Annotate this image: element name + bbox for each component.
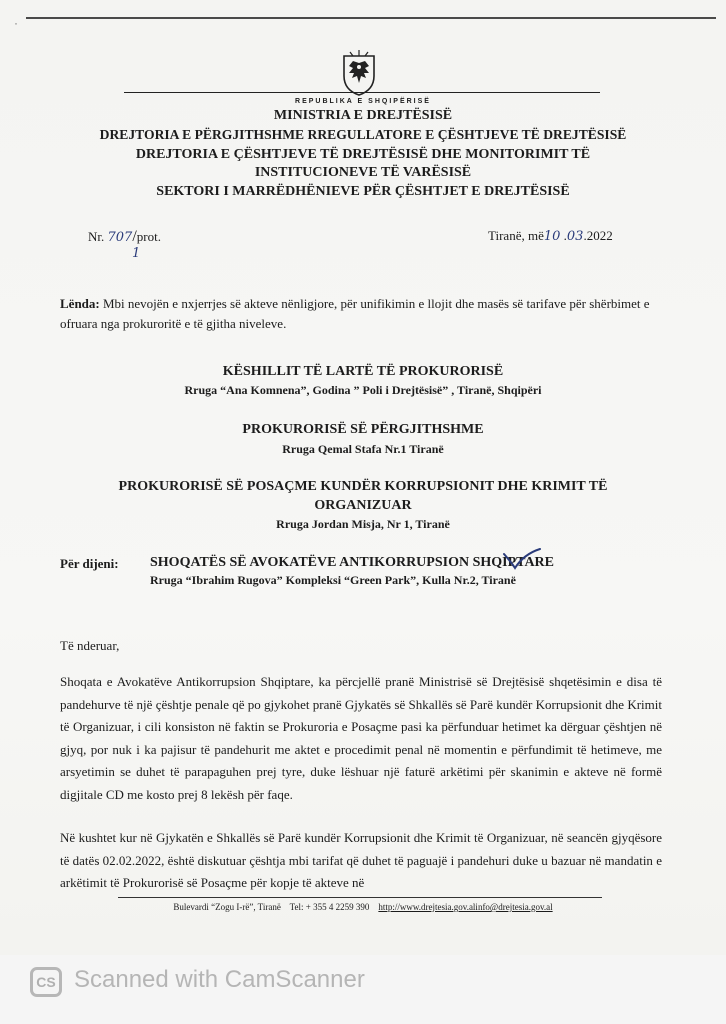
- date-month: 03: [566, 229, 584, 244]
- body-paragraph-2: Në kushtet kur në Gjykatën e Shkallës së Parë kundër Korrupsionit dhe Krimit të Organizuar, në seancën gjyqësore të datës 02.02.2022, është diskutuar çështja mbi tarifat që duhet të paguajë i pandehuri duke u bazuar në mandatin e arkëtimit të Prokurorisë së Posaçme për kopje të akteve në: [60, 830, 662, 890]
- footer-phone: Tel: + 355 4 2259 390: [289, 902, 370, 912]
- place-prefix: Tiranë, më: [488, 228, 544, 243]
- recipient-3-name-line1: PROKURORISË SË POSAÇME KUNDËR KORRUPSIONIT DHE KRIMIT TË: [118, 479, 608, 494]
- cc-name: SHOQATËS SË AVOKATËVE ANTIKORRUPSION SHQIPTARE: [150, 555, 555, 570]
- recipient-3-name-line2: ORGANIZUAR: [314, 498, 412, 513]
- slash-mark: /: [132, 228, 137, 245]
- footer-website-email-link[interactable]: http://www.drejtesia.gov.alinfo@drejtesia.gov.al: [378, 902, 553, 912]
- date-day: 10: [543, 229, 561, 244]
- recipient-1-address: Rruga “Ana Komnena”, Godina ” Poli i Drejtësisë” , Tiranë, Shqipëri: [184, 383, 542, 397]
- footer-contacts: [0, 902, 726, 912]
- sector-title: SEKTORI I MARRËDHËNIEVE PËR ÇËSHTJET E DREJTËSISË: [156, 184, 570, 199]
- date-year: .2022: [583, 228, 613, 243]
- protocol-suffix: prot.: [136, 229, 161, 244]
- header-rule: [124, 92, 600, 93]
- footer-address: Bulevardi “Zogu I-rë”, Tiranë: [173, 902, 281, 912]
- directorate-line2: INSTITUCIONEVE TË VARËSISË: [254, 165, 472, 180]
- directorate-general: DREJTORIA E PËRGJITHSHME RREGULLATORE E ÇËSHTJEVE TË DREJTËSISË: [99, 127, 627, 142]
- top-border-line: [26, 17, 716, 19]
- recipient-2-name: PROKURORISË SË PËRGJITHSHME: [242, 422, 484, 437]
- scan-corner-mark: ·: [14, 16, 18, 30]
- checkmark-icon: [502, 548, 542, 572]
- directorate-line1: DREJTORIA E ÇËSHTJEVE TË DREJTËSISË DHE MONITORIMIT TË: [135, 147, 591, 162]
- footer-rule: [118, 897, 602, 898]
- subject-label: Lënda:: [60, 296, 100, 311]
- greeting: Të nderuar,: [60, 638, 120, 653]
- body-paragraph-1: Shoqata e Avokatëve Antikorrupsion Shqiptare, ka përcjellë pranë Ministrisë së Drejtësisë shqetësimin e disa të pandehurve të një çështje penale që po gjykohet pranë Gjykatës së Shkallës së Parë kundër Korrupsionit dhe Krimit të Organizuar, i cili konsiston në faktin se Prokuroria e Posaçme pasi ka përfunduar hetimet ka dërguar çështjen në gjyq, por nuk i ka pajisur të pandehurit me aktet e procedimit penal në momentin e përfundimit të hetimeve, me arsyetimin se duhet të parapaguhen prej tyre, duke lëshuar një faturë arkëtimi për skanimin e akteve në formë digjitale CD me kosto prej 8 lekësh për faqe.: [60, 674, 662, 802]
- protocol-sub-number: 1: [132, 246, 141, 261]
- protocol-number-value: 707: [107, 230, 133, 245]
- camscanner-watermark-text: Scanned with CamScanner: [74, 966, 365, 993]
- recipient-1-name: KËSHILLIT TË LARTË TË PROKURORISË: [222, 364, 504, 379]
- camscanner-logo-icon: CS: [30, 967, 62, 997]
- ministry-title: MINISTRIA E DREJTËSISË: [273, 108, 453, 123]
- subject-text: Mbi nevojën e nxjerrjes së akteve nënligjore, për unifikimin e llojit dhe masës së tarifave për shërbimet e ofruara nga prokuroritë e të gjitha niveleve.: [60, 296, 650, 331]
- subject-block: [60, 294, 660, 334]
- cc-address: Rruga “Ibrahim Rugova” Kompleksi “Green Park”, Kulla Nr.2, Tiranë: [150, 573, 516, 587]
- date-line: Tiranë, më10 .03.2022: [488, 228, 613, 244]
- protocol-prefix: Nr.: [88, 229, 105, 244]
- republic-label: REPUBLIKA E SHQIPËRISË: [295, 98, 431, 105]
- cc-label: Për dijeni:: [60, 556, 119, 571]
- protocol-number: [88, 228, 161, 261]
- albania-eagle-emblem-icon: [340, 50, 378, 96]
- recipient-2-address: Rruga Qemal Stafa Nr.1 Tiranë: [282, 442, 444, 456]
- recipient-3-address: Rruga Jordan Misja, Nr 1, Tiranë: [276, 517, 450, 531]
